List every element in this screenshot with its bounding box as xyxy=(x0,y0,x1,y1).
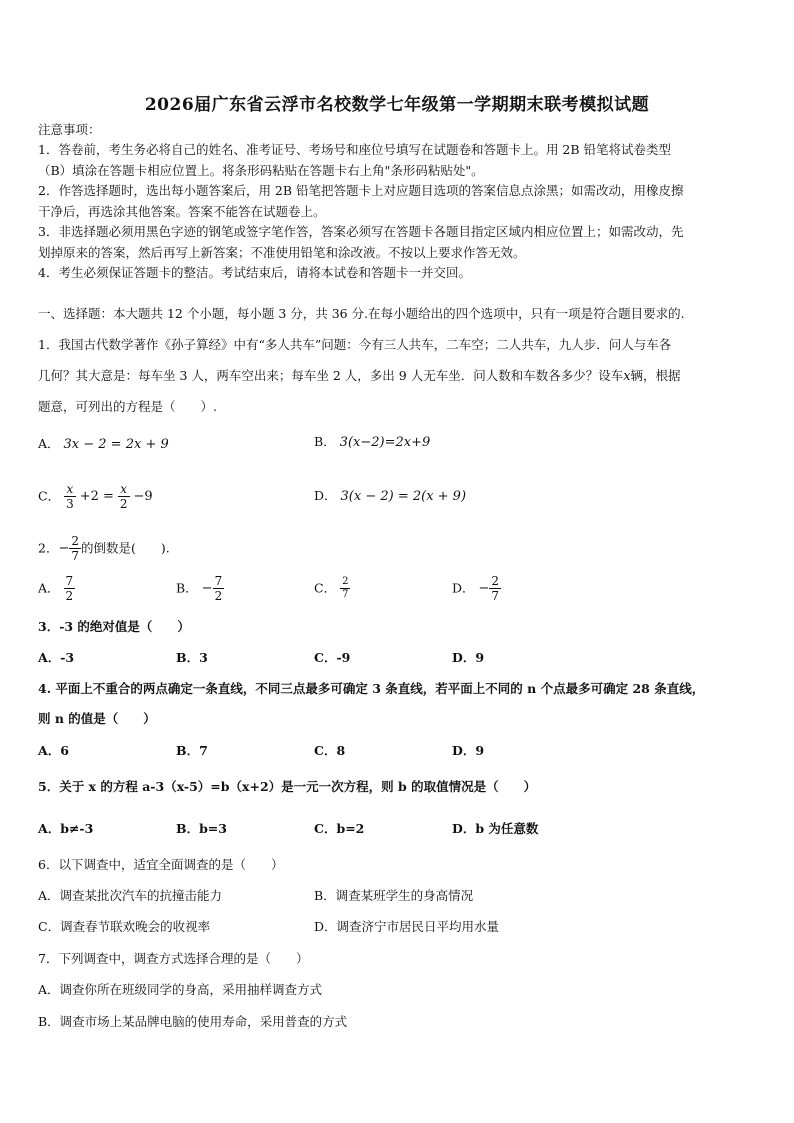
q4-option-c[interactable]: C．8 xyxy=(314,743,346,758)
question-1-line: 1．我国古代数学著作《孙子算经》中有“多人共车”问题：今有三人共车，二车空；二人共车，九人步．问人与车各 xyxy=(38,337,672,352)
variable-x: x xyxy=(623,369,631,384)
option-expression: −9 xyxy=(133,488,153,504)
question-1-line xyxy=(38,368,758,385)
question-4-line: 则 n 的值是（ ） xyxy=(38,711,156,726)
page-title: 2026届广东省云浮市名校数学七年级第一学期期末联考模拟试题 xyxy=(144,95,650,115)
q7-option-a[interactable]: A．调查你所在班级同学的身高，采用抽样调查方式 xyxy=(38,982,323,997)
option-label: D． xyxy=(314,488,337,503)
option-label: C． xyxy=(38,488,61,504)
option-expression: +2 = xyxy=(79,488,114,504)
q5-option-d[interactable]: D．b 为任意数 xyxy=(452,821,539,836)
fraction xyxy=(69,534,81,563)
question-1-text: 几何？其大意是：每车坐 3 人，两车空出来；每车坐 2 人，多出 9 人无车坐．问人数和车数各多少？设车 xyxy=(38,368,624,383)
q1-option-a[interactable] xyxy=(38,436,169,453)
q4-option-d[interactable]: D．9 xyxy=(452,743,485,758)
fraction xyxy=(213,574,225,603)
fraction xyxy=(489,574,501,603)
fraction-numerator: 7 xyxy=(214,574,223,588)
question-6-stem: 6．以下调查中，适宜全面调查的是（ ） xyxy=(38,857,284,872)
q7-option-b[interactable]: B．调查市场上某品牌电脑的使用寿命，采用普查的方式 xyxy=(38,1014,348,1029)
fraction xyxy=(118,482,130,511)
q4-option-a[interactable]: A．6 xyxy=(38,743,69,758)
q5-option-a[interactable]: A．b≠-3 xyxy=(38,821,94,836)
question-2-text: 的倒数是( ). xyxy=(81,540,170,556)
fraction-denominator: 3 xyxy=(66,497,74,511)
question-3-stem: 3．-3 的绝对值是（ ） xyxy=(38,619,190,634)
q1-option-c[interactable] xyxy=(38,480,153,513)
option-label: A． xyxy=(38,436,60,451)
question-4-line: 4. 平面上不重合的两点确定一条直线，不同三点最多可确定 3 条直线，若平面上不同的 n 个点最多可确定 28 条直线， xyxy=(38,681,705,696)
q2-option-b[interactable] xyxy=(176,572,224,605)
option-expression: 3(x − 2) = 2(x + 9) xyxy=(340,489,467,504)
fraction-numerator: x xyxy=(64,482,76,497)
question-2-stem xyxy=(38,532,170,565)
q3-option-c[interactable]: C．-9 xyxy=(314,650,351,665)
question-1-text: 辆，根据 xyxy=(630,368,681,383)
q5-option-c[interactable]: C．b=2 xyxy=(314,821,365,836)
option-label: A． xyxy=(38,580,60,596)
q4-option-b[interactable]: B．7 xyxy=(176,743,208,758)
option-label: D． xyxy=(452,580,475,596)
minus-sign: − xyxy=(58,540,70,556)
fraction-numerator: 2 xyxy=(71,534,79,548)
q3-option-d[interactable]: D．9 xyxy=(452,650,485,665)
fraction-denominator: 2 xyxy=(65,589,74,603)
q1-option-d[interactable] xyxy=(314,488,466,505)
fraction-denominator: 2 xyxy=(214,589,223,603)
option-expression: 3x − 2 = 2x + 9 xyxy=(63,437,169,452)
q6-option-d[interactable]: D．调查济宁市居民日平均用水量 xyxy=(314,919,500,934)
fraction-numerator: x xyxy=(118,482,130,497)
fraction-denominator: 7 xyxy=(491,589,500,603)
fraction-numerator: 7 xyxy=(65,574,74,588)
q2-option-c[interactable] xyxy=(314,572,350,605)
question-7-stem: 7．下列调查中，调查方式选择合理的是（ ） xyxy=(38,951,309,966)
fraction xyxy=(64,574,76,603)
q3-option-a[interactable]: A．-3 xyxy=(38,650,75,665)
q6-option-c[interactable]: C．调查春节联欢晚会的收视率 xyxy=(38,919,211,934)
fraction-denominator: 7 xyxy=(342,589,349,600)
q2-option-a[interactable] xyxy=(38,572,75,605)
option-expression: 3(x−2)=2x+9 xyxy=(339,435,431,450)
section-heading: 一、选择题：本大题共 12 个小题，每小题 3 分，共 36 分.在每小题给出的四个选项中，只有一项是符合题目要求的. xyxy=(38,306,685,321)
notice-line: 干净后，再选涂其他答案。答案不能答在试题卷上。 xyxy=(38,204,326,219)
fraction-denominator: 2 xyxy=(119,497,128,511)
minus-sign: − xyxy=(478,580,490,596)
fraction-numerator: 2 xyxy=(342,576,349,587)
notice-line: 2．作答选择题时，选出每小题答案后，用 2B 铅笔把答题卡上对应题目选项的答案信息点涂黑；如需改动，用橡皮擦 xyxy=(38,183,684,198)
notice-line: 3．非选择题必须用黑色字迹的钢笔或签字笔作答，答案必须写在答题卡各题目指定区域内相应位置上；如需改动，先 xyxy=(38,224,684,239)
notice-line: 4．考生必须保证答题卡的整洁。考试结束后，请将本试卷和答题卡一并交回。 xyxy=(38,265,471,280)
notice-line: （B）填涂在答题卡相应位置上。将条形码粘贴在答题卡右上角"条形码粘贴处"。 xyxy=(38,163,484,178)
q5-option-b[interactable]: B．b=3 xyxy=(176,821,227,836)
option-label: B． xyxy=(176,580,198,596)
minus-sign: − xyxy=(201,580,213,596)
fraction-numerator: 2 xyxy=(491,574,500,588)
option-label: C． xyxy=(314,580,337,596)
q3-option-b[interactable]: B．3 xyxy=(176,650,208,665)
question-5-stem: 5．关于 x 的方程 a-3（x-5）=b（x+2）是一元一次方程，则 b 的取值情况是（ ） xyxy=(38,779,537,794)
fraction xyxy=(64,482,76,511)
notice-line: 1．答卷前，考生务必将自己的姓名、准考证号、考场号和座位号填写在试题卷和答题卡上。用 2B 铅笔将试卷类型 xyxy=(38,142,672,157)
notice-line: 划掉原来的答案，然后再写上新答案；不准使用铅笔和涂改液。不按以上要求作答无效。 xyxy=(38,245,526,260)
q6-option-b[interactable]: B．调查某班学生的身高情况 xyxy=(314,888,474,903)
fraction-denominator: 7 xyxy=(71,549,79,563)
fraction xyxy=(340,576,350,601)
option-label: B． xyxy=(314,434,336,449)
question-1-line: 题意，可列出的方程是（ ）. xyxy=(38,399,217,414)
q6-option-a[interactable]: A．调查某批次汽车的抗撞击能力 xyxy=(38,888,223,903)
question-number: 2． xyxy=(38,540,59,556)
q2-option-d[interactable] xyxy=(452,572,501,605)
notice-heading: 注意事项： xyxy=(38,122,101,137)
q1-option-b[interactable] xyxy=(314,434,430,451)
